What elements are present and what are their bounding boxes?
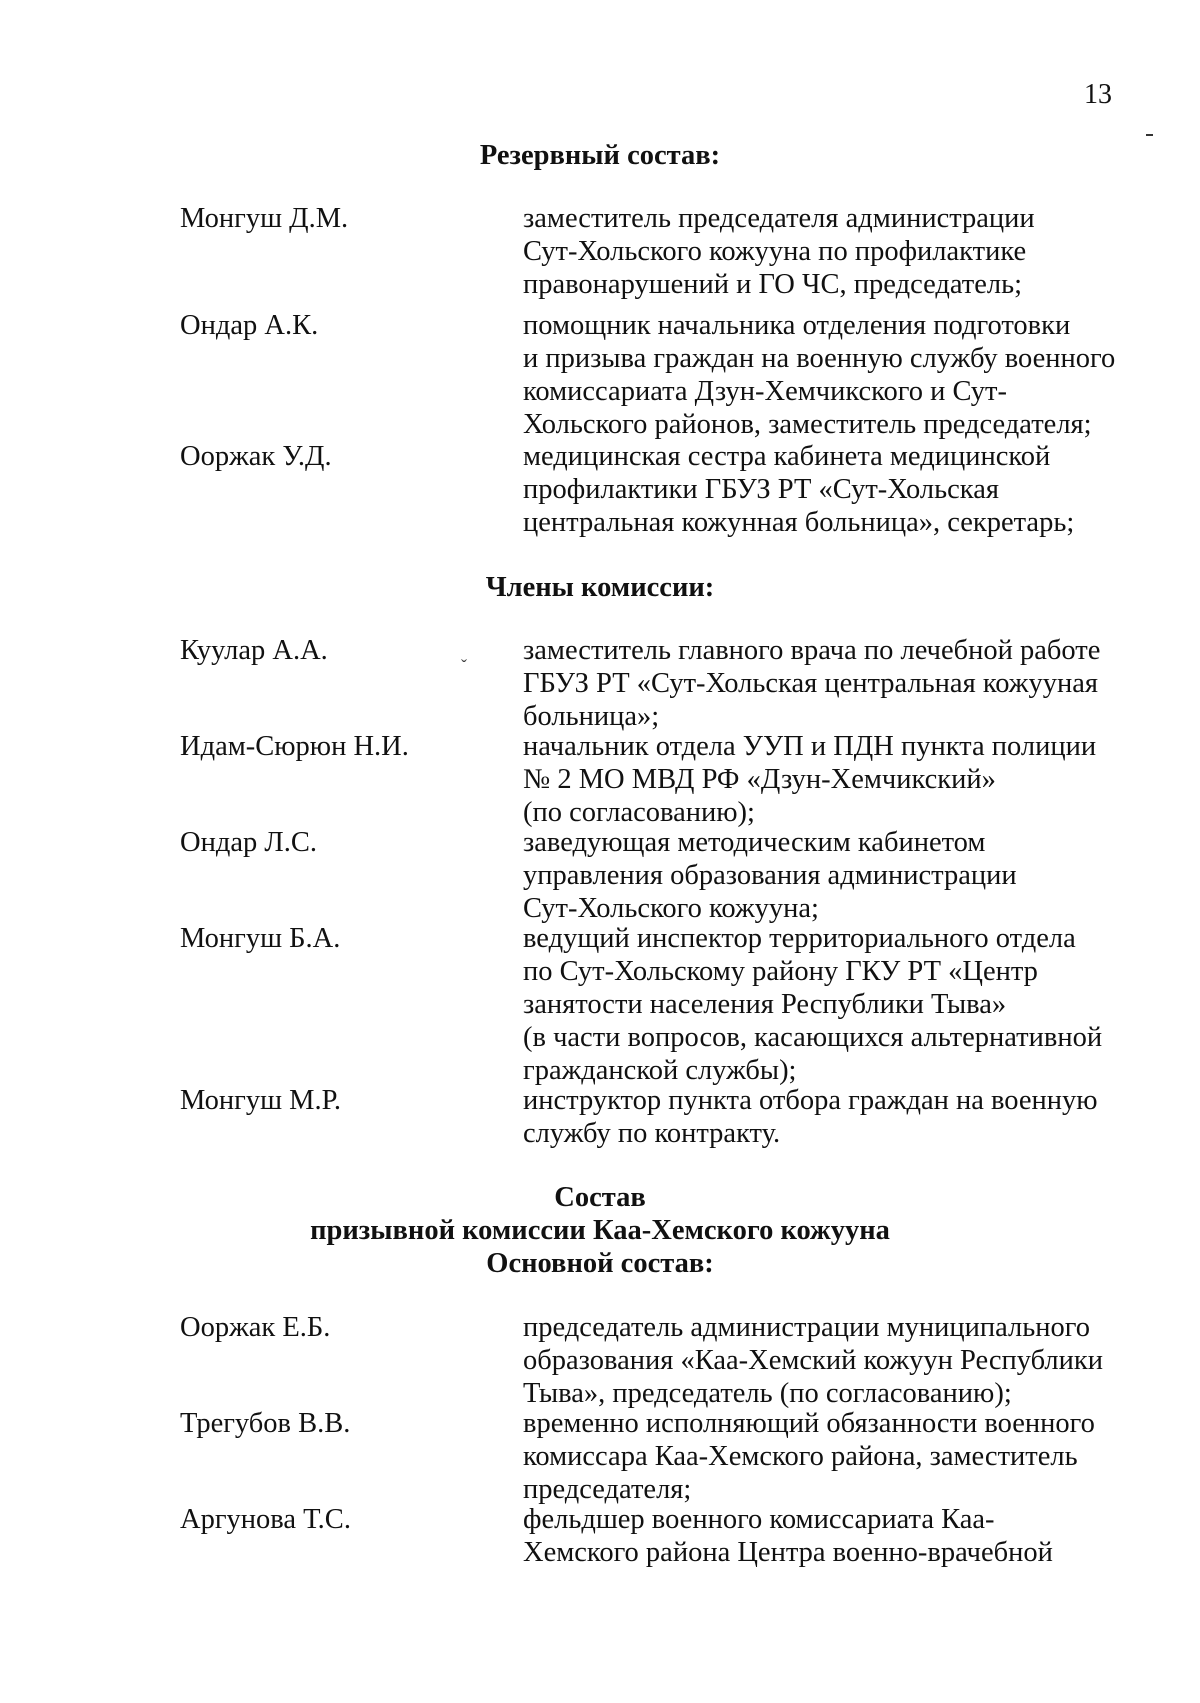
person-duty [523,202,1123,301]
person-duty [523,1084,1123,1150]
duty-line: фельдшер военного комиссариата Каа- [523,1504,995,1535]
duty-line: по Сут-Хольскому району ГКУ РТ «Центр [523,956,1038,987]
person-name: Ондар А.К. [180,310,319,341]
duty-line: занятости населения Республики Тыва» [523,989,1007,1020]
composition-subtitle: призывной комиссии Каа-Хемского кожууна [310,1215,890,1246]
duty-line: больница»; [523,701,660,732]
person-name: Ооржак У.Д. [180,441,332,472]
person-duty [523,826,1123,925]
duty-line: заместитель председателя администрации [523,203,1035,234]
person-name: Монгуш Д.М. [180,203,349,234]
duty-line: управления образования администрации [523,860,1017,891]
duty-line: гражданской службы); [523,1055,797,1086]
composition-title: Состав [554,1182,646,1213]
reserve-heading: Резервный состав: [479,140,721,171]
duty-line: центральная кожунная больница», секретарь; [523,507,1075,538]
person-name: Монгуш М.Р. [180,1085,342,1116]
person-duty [523,1311,1123,1410]
duty-line: медицинская сестра кабинета медицинской [523,441,1051,472]
person-duty [523,440,1123,539]
person-duty [523,1503,1123,1569]
duty-line: ГБУЗ РТ «Сут-Хольская центральная кожууная [523,668,1098,699]
duty-line: правонарушений и ГО ЧС, председатель; [523,269,1023,300]
page-number: 13 [1084,79,1112,110]
members-heading: Члены комиссии: [485,572,715,603]
duty-line: заместитель главного врача по лечебной работе [523,635,1101,666]
person-name: Ондар Л.С. [180,827,317,858]
person-name: Аргунова Т.С. [180,1504,351,1535]
duty-line: начальник отдела УУП и ПДН пункта полиции [523,731,1097,762]
duty-line: временно исполняющий обязанности военного [523,1408,1095,1439]
scan-mark [1146,134,1153,136]
scan-tick-mark: ˇ [461,656,467,676]
duty-line: инструктор пункта отбора граждан на военную [523,1085,1098,1116]
duty-line: и призыва граждан на военную службу военного [523,343,1116,374]
duty-line: Тыва», председатель (по согласованию); [523,1378,1012,1409]
duty-line: заведующая методическим кабинетом [523,827,986,858]
person-name: Ооржак Е.Б. [180,1312,331,1343]
duty-line: Сут-Хольского кожууна по профилактике [523,236,1027,267]
duty-line: (в части вопросов, касающихся альтернативной [523,1022,1103,1053]
duty-line: председатель администрации муниципального [523,1312,1090,1343]
duty-line: Хемского района Центра военно-врачебной [523,1537,1053,1568]
person-duty [523,730,1123,829]
duty-line: комиссара Каа-Хемского района, заместитель [523,1441,1078,1472]
duty-line: Сут-Хольского кожууна; [523,893,819,924]
person-duty [523,922,1123,1087]
duty-line: комиссариата Дзун-Хемчикского и Сут- [523,376,1007,407]
duty-line: помощник начальника отделения подготовки [523,310,1071,341]
duty-line: профилактики ГБУЗ РТ «Сут-Хольская [523,474,999,505]
duty-line: председателя; [523,1474,692,1505]
main-composition-heading: Основной состав: [486,1248,714,1279]
person-duty [523,634,1123,733]
person-name: Идам-Сюрюн Н.И. [180,731,409,762]
duty-line: ведущий инспектор территориального отдела [523,923,1076,954]
person-name: Монгуш Б.А. [180,923,341,954]
person-duty [523,309,1123,441]
person-duty [523,1407,1123,1506]
duty-line: № 2 МО МВД РФ «Дзун-Хемчикский» [523,764,996,795]
duty-line: образования «Каа-Хемский кожуун Республики [523,1345,1104,1376]
duty-line: (по согласованию); [523,797,755,828]
duty-line: службу по контракту. [523,1118,781,1149]
person-name: Трегубов В.В. [180,1408,351,1439]
person-name: Куулар А.А. [180,635,328,666]
duty-line: Хольского районов, заместитель председателя; [523,409,1092,440]
